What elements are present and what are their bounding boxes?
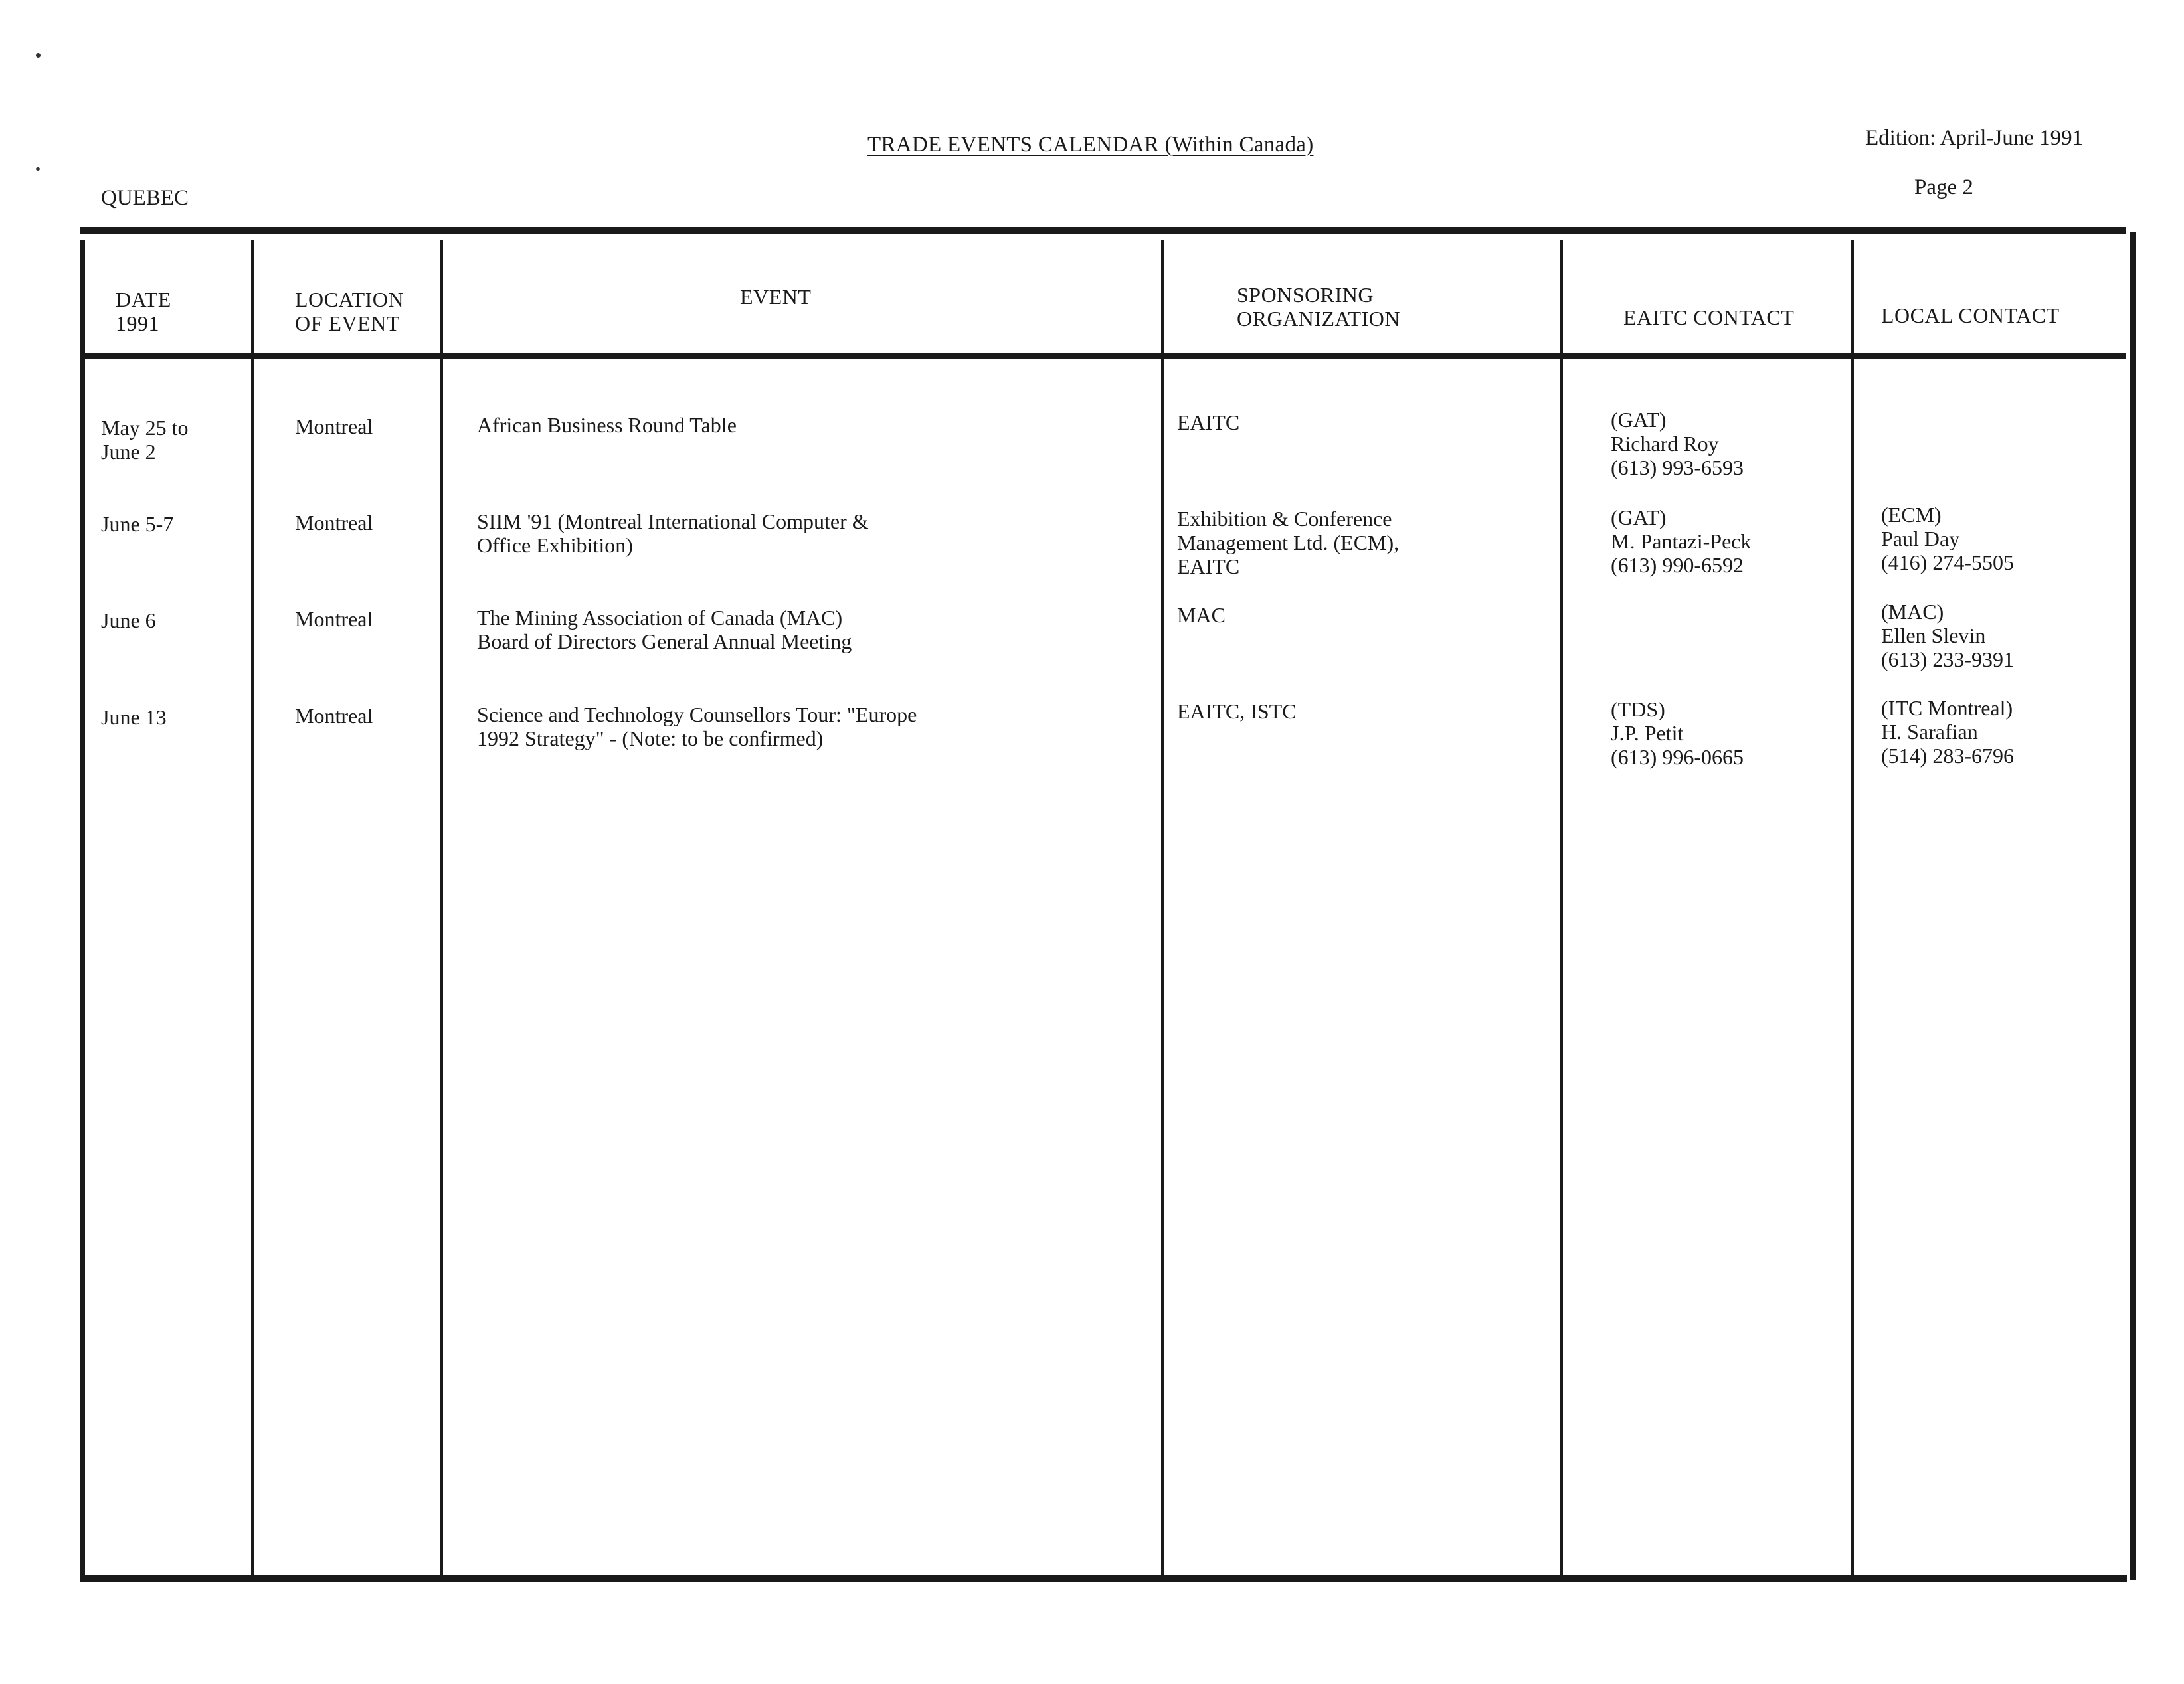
column-header-local-contact: LOCAL CONTACT — [1881, 303, 2060, 327]
table-bottom-border — [80, 1575, 2127, 1582]
document-title: TRADE EVENTS CALENDAR (Within Canada) — [867, 133, 1314, 157]
column-header-sponsor: SPONSORING ORGANIZATION — [1237, 283, 1400, 331]
location-cell: Montreal — [295, 511, 373, 535]
column-header-event: EVENT — [740, 285, 812, 309]
location-cell: Montreal — [295, 414, 373, 438]
edition-label: Edition: April-June 1991 — [1865, 126, 2084, 150]
table-header-rule — [80, 353, 2126, 359]
column-divider — [1851, 240, 1854, 1576]
sponsor-cell: EAITC, ISTC — [1177, 699, 1297, 723]
table-right-border — [2130, 232, 2136, 1580]
page-number: Page 2 — [1914, 175, 1973, 199]
eaitc-contact-cell: (TDS) J.P. Petit (613) 996-0665 — [1611, 697, 1744, 769]
column-header-date: DATE 1991 — [116, 288, 171, 335]
column-header-eaitc-contact: EAITC CONTACT — [1623, 305, 1795, 329]
date-cell: June 5-7 — [101, 512, 174, 536]
column-header-location: LOCATION OF EVENT — [295, 288, 404, 335]
column-divider — [440, 240, 443, 1576]
column-divider — [1161, 240, 1164, 1576]
local-contact-cell: (ECM) Paul Day (416) 274-5505 — [1881, 503, 2014, 574]
column-divider — [1560, 240, 1563, 1576]
location-cell: Montreal — [295, 607, 373, 631]
table-top-border — [80, 227, 2126, 234]
date-cell: June 6 — [101, 608, 156, 632]
scan-speck — [36, 53, 41, 58]
date-cell: May 25 to June 2 — [101, 416, 189, 463]
column-divider — [251, 240, 254, 1576]
location-cell: Montreal — [295, 704, 373, 728]
scan-speck — [36, 167, 40, 171]
eaitc-contact-cell: (GAT) M. Pantazi-Peck (613) 990-6592 — [1611, 505, 1752, 577]
sponsor-cell: MAC — [1177, 603, 1226, 627]
event-cell: Science and Technology Counsellors Tour: "Europe 1992 Strategy" - (Note: to be confirmed) — [477, 703, 917, 750]
table-left-border — [80, 240, 85, 1582]
event-cell: African Business Round Table — [477, 413, 737, 437]
date-cell: June 13 — [101, 705, 167, 729]
sponsor-cell: EAITC — [1177, 410, 1240, 434]
event-cell: The Mining Association of Canada (MAC) Board of Directors General Annual Meeting — [477, 606, 852, 653]
province-label: QUEBEC — [101, 186, 189, 210]
eaitc-contact-cell: (GAT) Richard Roy (613) 993-6593 — [1611, 408, 1744, 479]
sponsor-cell: Exhibition & Conference Management Ltd. (ECM), EAITC — [1177, 507, 1400, 578]
local-contact-cell: (ITC Montreal) H. Sarafian (514) 283-6796 — [1881, 696, 2014, 768]
event-cell: SIIM '91 (Montreal International Computer & Office Exhibition) — [477, 509, 869, 557]
local-contact-cell: (MAC) Ellen Slevin (613) 233-9391 — [1881, 600, 2014, 671]
